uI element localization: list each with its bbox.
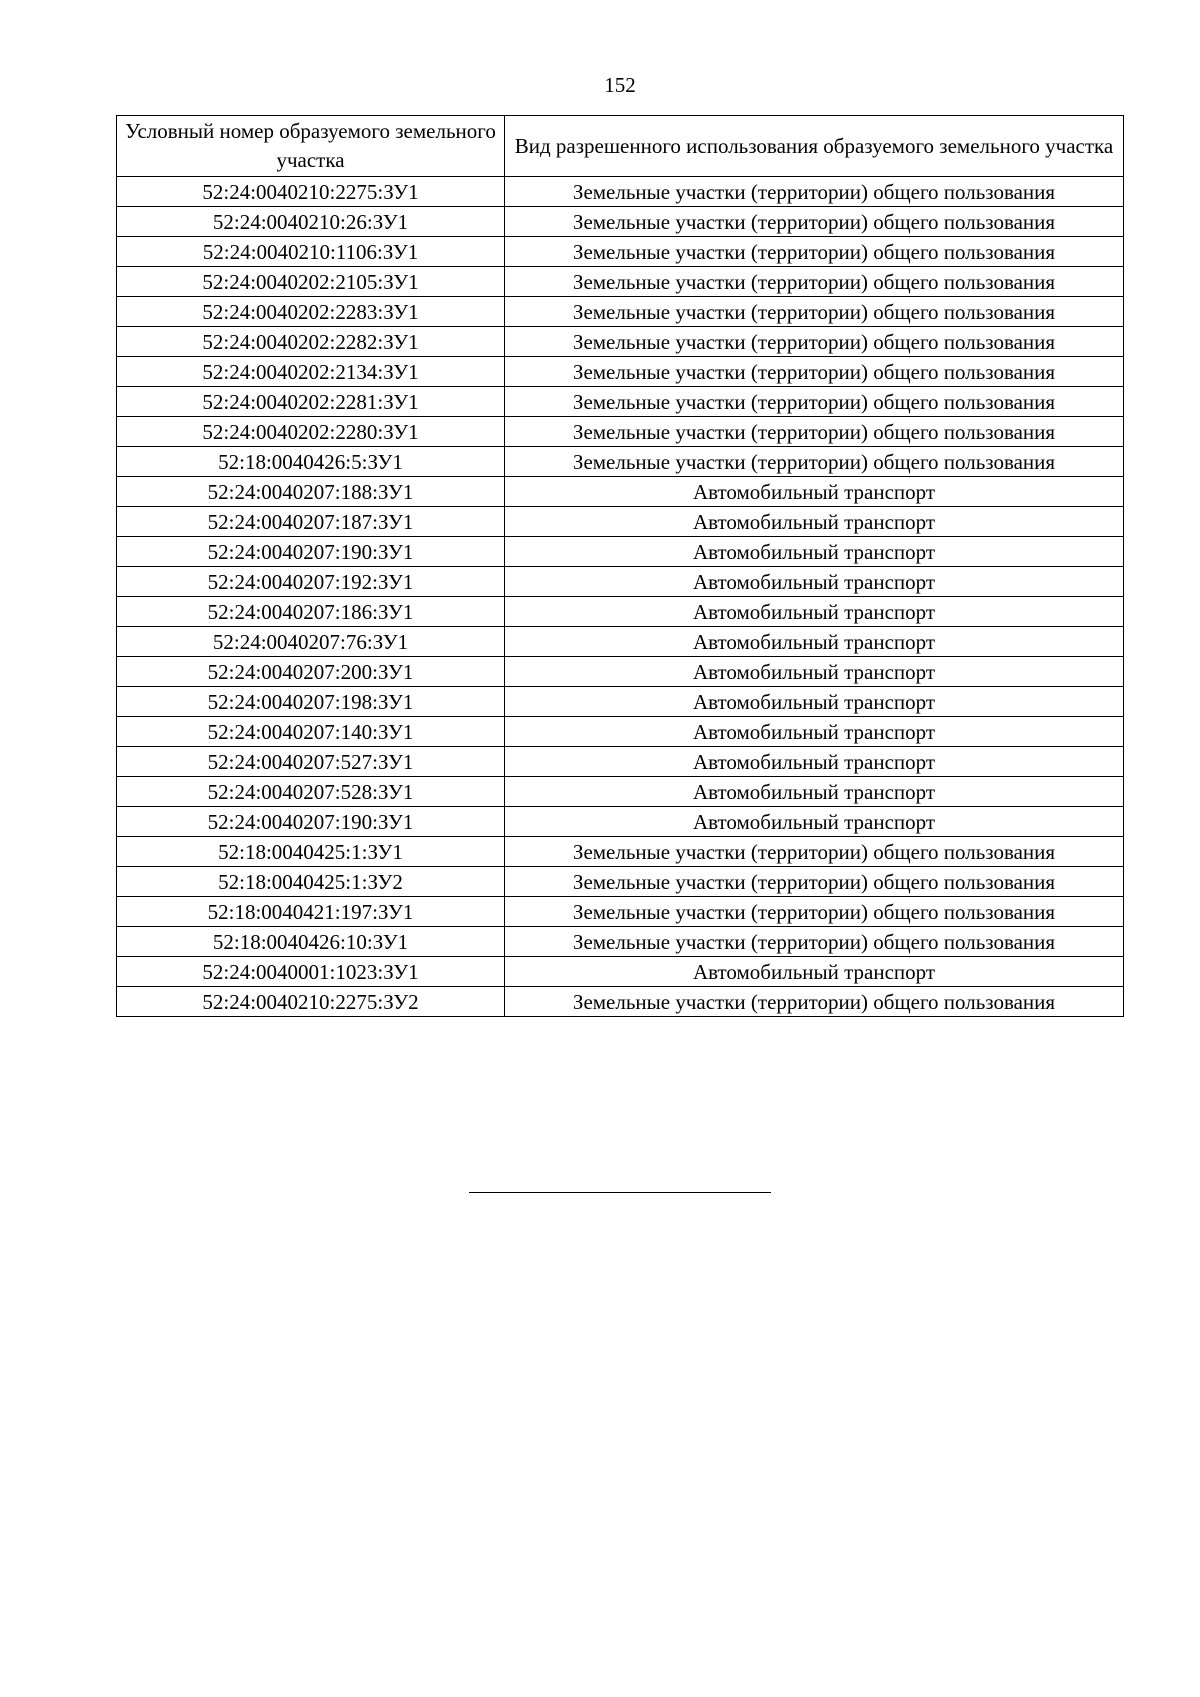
cell-parcel-number: 52:24:0040210:2275:ЗУ2 — [117, 987, 505, 1017]
cell-parcel-number: 52:24:0040202:2280:ЗУ1 — [117, 417, 505, 447]
table-row — [117, 477, 1124, 507]
cell-parcel-number: 52:18:0040421:197:ЗУ1 — [117, 897, 505, 927]
cell-permitted-use: Автомобильный транспорт — [505, 627, 1124, 657]
cell-parcel-number: 52:24:0040207:527:ЗУ1 — [117, 747, 505, 777]
cell-permitted-use: Земельные участки (территории) общего пользования — [505, 897, 1124, 927]
table-row — [117, 237, 1124, 267]
cell-permitted-use: Автомобильный транспорт — [505, 537, 1124, 567]
cell-permitted-use: Земельные участки (территории) общего пользования — [505, 447, 1124, 477]
cell-parcel-number: 52:24:0040207:188:ЗУ1 — [117, 477, 505, 507]
cell-permitted-use: Земельные участки (территории) общего пользования — [505, 927, 1124, 957]
cell-permitted-use: Земельные участки (территории) общего пользования — [505, 327, 1124, 357]
end-divider — [469, 1192, 771, 1193]
cell-permitted-use: Земельные участки (территории) общего пользования — [505, 357, 1124, 387]
table-row — [117, 447, 1124, 477]
cell-parcel-number: 52:24:0040207:187:ЗУ1 — [117, 507, 505, 537]
cell-parcel-number: 52:24:0040207:198:ЗУ1 — [117, 687, 505, 717]
cell-parcel-number: 52:24:0040202:2283:ЗУ1 — [117, 297, 505, 327]
cell-parcel-number: 52:24:0040207:528:ЗУ1 — [117, 777, 505, 807]
table-row — [117, 657, 1124, 687]
table-row — [117, 177, 1124, 207]
table-row — [117, 897, 1124, 927]
table-row — [117, 837, 1124, 867]
cell-parcel-number: 52:18:0040426:5:ЗУ1 — [117, 447, 505, 477]
table-row — [117, 747, 1124, 777]
cell-parcel-number: 52:24:0040207:200:ЗУ1 — [117, 657, 505, 687]
table-row — [117, 687, 1124, 717]
cell-parcel-number: 52:18:0040425:1:ЗУ1 — [117, 837, 505, 867]
cell-parcel-number: 52:24:0040207:190:ЗУ1 — [117, 537, 505, 567]
table-row — [117, 867, 1124, 897]
table-header-row — [117, 116, 1124, 177]
cell-parcel-number: 52:24:0040210:1106:ЗУ1 — [117, 237, 505, 267]
cell-permitted-use: Земельные участки (территории) общего пользования — [505, 987, 1124, 1017]
table-row — [117, 717, 1124, 747]
table-row — [117, 927, 1124, 957]
cell-parcel-number: 52:18:0040425:1:ЗУ2 — [117, 867, 505, 897]
cell-permitted-use: Земельные участки (территории) общего пользования — [505, 417, 1124, 447]
cell-parcel-number: 52:24:0040207:140:ЗУ1 — [117, 717, 505, 747]
cell-parcel-number: 52:24:0040207:186:ЗУ1 — [117, 597, 505, 627]
table-row — [117, 567, 1124, 597]
cell-parcel-number: 52:24:0040210:2275:ЗУ1 — [117, 177, 505, 207]
table-row — [117, 387, 1124, 417]
table-row — [117, 417, 1124, 447]
cell-permitted-use: Автомобильный транспорт — [505, 567, 1124, 597]
parcels-table — [116, 115, 1124, 1017]
cell-parcel-number: 52:24:0040202:2282:ЗУ1 — [117, 327, 505, 357]
cell-parcel-number: 52:24:0040001:1023:ЗУ1 — [117, 957, 505, 987]
table-row — [117, 537, 1124, 567]
table-row — [117, 507, 1124, 537]
cell-permitted-use: Земельные участки (территории) общего пользования — [505, 387, 1124, 417]
table-row — [117, 777, 1124, 807]
cell-permitted-use: Земельные участки (территории) общего пользования — [505, 237, 1124, 267]
table-row — [117, 987, 1124, 1017]
cell-permitted-use: Земельные участки (территории) общего пользования — [505, 837, 1124, 867]
table-row — [117, 627, 1124, 657]
table-row — [117, 957, 1124, 987]
cell-permitted-use: Земельные участки (территории) общего пользования — [505, 867, 1124, 897]
table-row — [117, 297, 1124, 327]
cell-permitted-use: Автомобильный транспорт — [505, 717, 1124, 747]
cell-permitted-use: Земельные участки (территории) общего пользования — [505, 177, 1124, 207]
header-parcel-number: Условный номер образуемого земельного участка — [117, 116, 505, 177]
cell-permitted-use: Земельные участки (территории) общего пользования — [505, 297, 1124, 327]
cell-permitted-use: Автомобильный транспорт — [505, 657, 1124, 687]
cell-permitted-use: Земельные участки (территории) общего пользования — [505, 267, 1124, 297]
cell-parcel-number: 52:24:0040207:192:ЗУ1 — [117, 567, 505, 597]
table-row — [117, 807, 1124, 837]
table-row — [117, 327, 1124, 357]
cell-parcel-number: 52:24:0040207:190:ЗУ1 — [117, 807, 505, 837]
cell-parcel-number: 52:24:0040202:2281:ЗУ1 — [117, 387, 505, 417]
cell-permitted-use: Автомобильный транспорт — [505, 477, 1124, 507]
cell-permitted-use: Автомобильный транспорт — [505, 687, 1124, 717]
cell-permitted-use: Автомобильный транспорт — [505, 957, 1124, 987]
page-number: 152 — [604, 73, 636, 97]
header-permitted-use: Вид разрешенного использования образуемого земельного участка — [505, 116, 1124, 177]
cell-parcel-number: 52:24:0040202:2105:ЗУ1 — [117, 267, 505, 297]
cell-parcel-number: 52:18:0040426:10:ЗУ1 — [117, 927, 505, 957]
table-row — [117, 267, 1124, 297]
cell-parcel-number: 52:24:0040202:2134:ЗУ1 — [117, 357, 505, 387]
table-row — [117, 357, 1124, 387]
cell-permitted-use: Автомобильный транспорт — [505, 507, 1124, 537]
cell-permitted-use: Земельные участки (территории) общего пользования — [505, 207, 1124, 237]
cell-permitted-use: Автомобильный транспорт — [505, 597, 1124, 627]
cell-parcel-number: 52:24:0040210:26:ЗУ1 — [117, 207, 505, 237]
table-body — [117, 177, 1124, 1017]
cell-parcel-number: 52:24:0040207:76:ЗУ1 — [117, 627, 505, 657]
table-row — [117, 207, 1124, 237]
table-row — [117, 597, 1124, 627]
cell-permitted-use: Автомобильный транспорт — [505, 747, 1124, 777]
cell-permitted-use: Автомобильный транспорт — [505, 777, 1124, 807]
cell-permitted-use: Автомобильный транспорт — [505, 807, 1124, 837]
